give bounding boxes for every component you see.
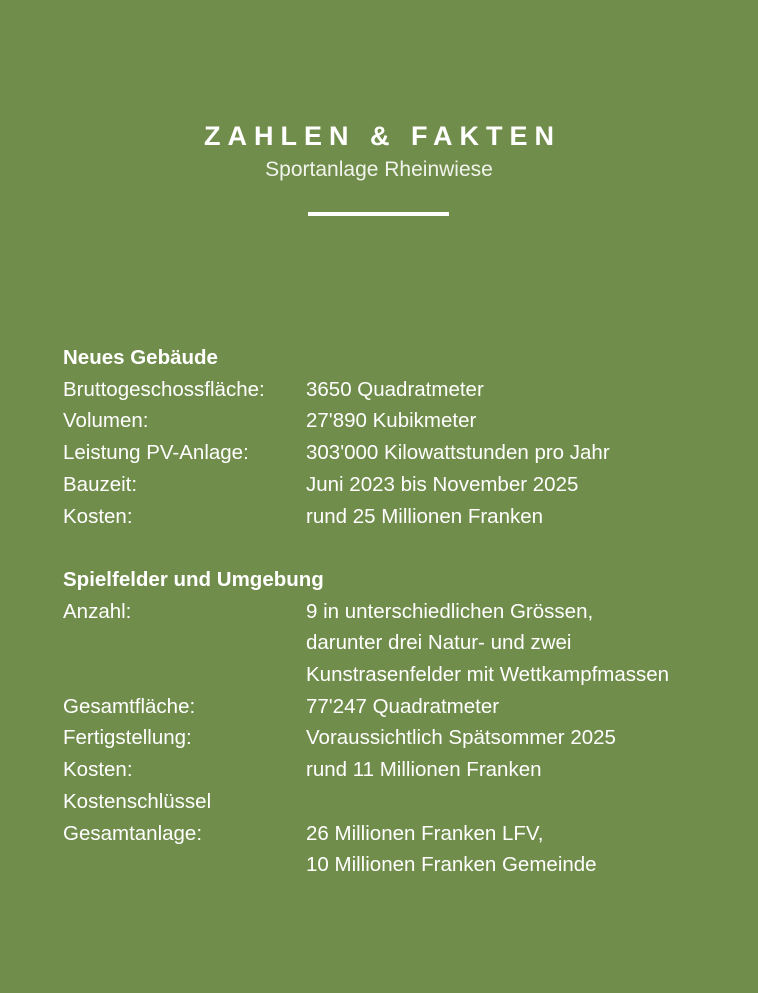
facts-list (63, 342, 743, 881)
fact-value (306, 501, 743, 533)
fact-row (63, 437, 743, 469)
fact-label: Leistung PV-Anlage: (63, 441, 249, 465)
fact-label: Gesamtanlage: (63, 821, 203, 845)
fact-row (63, 469, 743, 501)
fact-label: Kosten: (63, 504, 133, 528)
fact-row (63, 691, 743, 723)
fact-value (306, 374, 743, 406)
fact-label: Bauzeit: (63, 472, 138, 496)
fact-value-line: 26 Millionen Franken LFV, (306, 821, 544, 845)
page-subtitle: Sportanlage Rheinwiese (265, 158, 493, 181)
fact-label: Bruttogeschossfläche: (63, 377, 265, 401)
section-title: Neues Gebäude (63, 346, 218, 369)
section-spielfelder (63, 564, 743, 881)
fact-value (306, 691, 743, 723)
fact-row (63, 754, 743, 786)
fact-value-line: Kunstrasenfelder mit Wettkampfmassen (306, 663, 670, 687)
fact-value (306, 596, 743, 691)
fact-label: Fertigstellung: (63, 726, 192, 750)
fact-value-line: rund 11 Millionen Franken (306, 758, 542, 782)
fact-value (306, 754, 743, 786)
fact-value (306, 818, 743, 881)
fact-value-line: 9 in unterschiedlichen Grössen, (306, 599, 594, 623)
fact-label: Volumen: (63, 409, 149, 433)
fact-row (63, 501, 743, 533)
page-header (0, 118, 758, 184)
fact-value-line: Voraussichtlich Spätsommer 2025 (306, 726, 616, 750)
fact-value-line: Juni 2023 bis November 2025 (306, 472, 579, 496)
fact-value-line: 27'890 Kubikmeter (306, 409, 477, 433)
section-title: Spielfelder und Umgebung (63, 567, 324, 591)
fact-value-line: 77'247 Quadratmeter (306, 694, 500, 718)
fact-row (63, 596, 743, 691)
fact-label: Kosten: (63, 758, 133, 782)
page-title: ZAHLEN & FAKTEN (204, 121, 561, 151)
section-neues-gebaeude (63, 342, 743, 532)
fact-value (306, 437, 743, 469)
fact-row (63, 786, 743, 818)
fact-value (306, 786, 743, 818)
fact-row (63, 405, 743, 437)
fact-value (306, 469, 743, 501)
fact-label: Kostenschlüssel (63, 789, 212, 813)
fact-value-line: rund 25 Millionen Franken (306, 504, 544, 528)
fact-value (306, 722, 743, 754)
fact-row (63, 722, 743, 754)
fact-label: Gesamtfläche: (63, 694, 196, 718)
title-divider (308, 212, 449, 216)
fact-row (63, 818, 743, 881)
fact-value-line: 303'000 Kilowattstunden pro Jahr (306, 441, 610, 465)
fact-value-line: 3650 Quadratmeter (306, 377, 484, 401)
fact-value-line: darunter drei Natur- und zwei (306, 631, 572, 655)
fact-label: Anzahl: (63, 599, 132, 623)
fact-row (63, 374, 743, 406)
fact-value (306, 405, 743, 437)
fact-value-line: 10 Millionen Franken Gemeinde (306, 853, 597, 877)
